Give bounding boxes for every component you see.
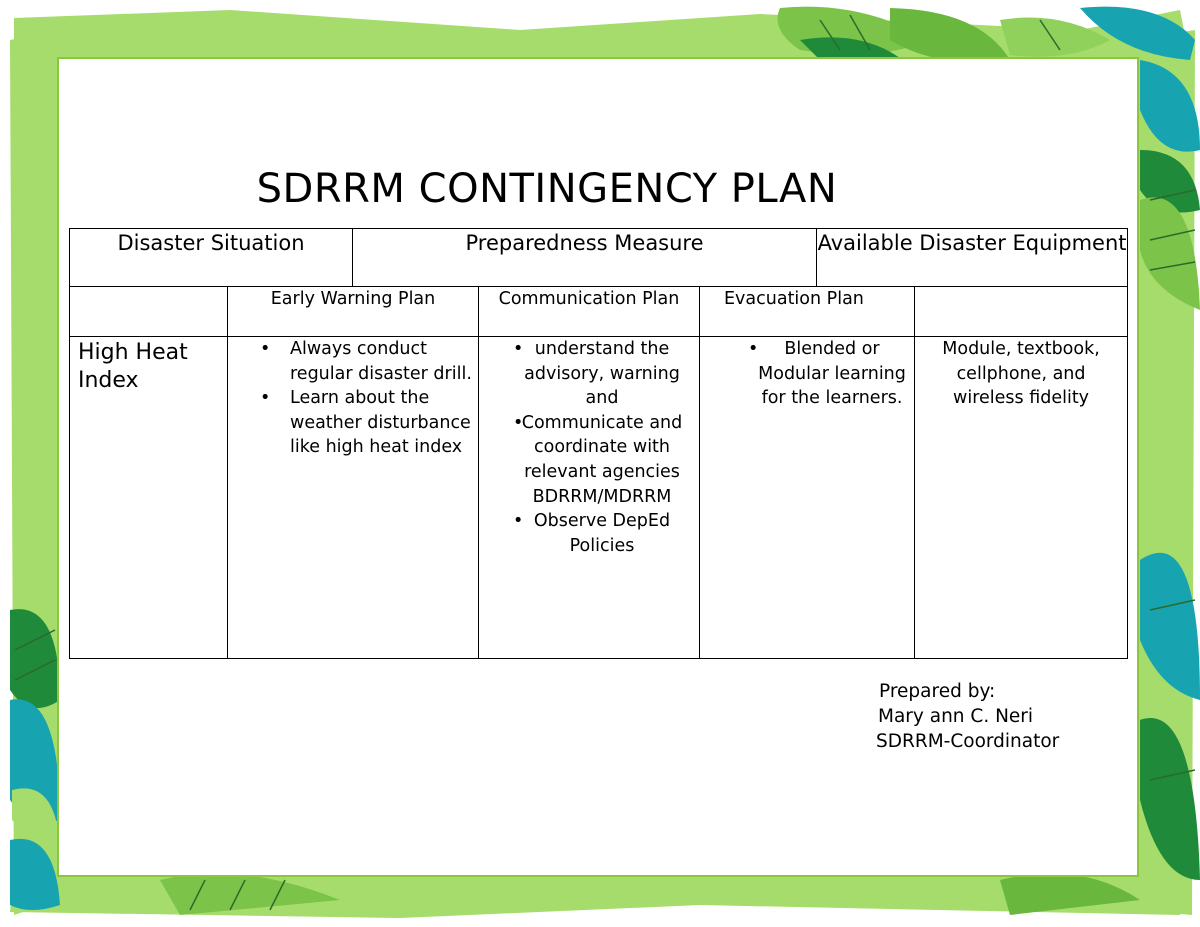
cell-communication — [479, 337, 700, 659]
early-warning-list — [228, 337, 478, 460]
list-item: • Learn about the weather disturbance like high heat index — [228, 386, 478, 460]
cell-early-warning — [228, 337, 479, 659]
preparer-role: SDRRM-Coordinator — [876, 731, 1060, 752]
header-available-equipment: Available Disaster Equipment — [817, 229, 1128, 287]
subheader-empty-situation — [70, 287, 228, 337]
preparer-name: Mary ann C. Neri — [878, 706, 1034, 727]
list-item: • Communicate and coordinate with relevant agencies BDRRM/MDRRM — [479, 411, 699, 509]
cell-evacuation — [700, 337, 915, 659]
table-row — [70, 337, 1128, 659]
page-title: SDRRM CONTINGENCY PLAN — [256, 166, 838, 212]
cell-equipment: Module, textbook, cellphone, and wireless fidelity — [915, 337, 1128, 659]
subheader-communication-plan: Communication Plan — [479, 287, 700, 337]
list-item: • Blended or Modular learning for the learners. — [700, 337, 914, 411]
subheader-early-warning-plan: Early Warning Plan — [228, 287, 479, 337]
contingency-plan-table — [69, 228, 1128, 659]
table-header-row — [70, 229, 1128, 287]
list-item: • Always conduct regular disaster drill. — [228, 337, 478, 386]
header-preparedness-measure: Preparedness Measure — [353, 229, 817, 287]
header-disaster-situation: Disaster Situation — [70, 229, 353, 287]
list-item: • Observe DepEd Policies — [479, 509, 699, 558]
signature-block — [876, 679, 1059, 754]
list-item: • understand the advisory, warning and — [479, 337, 699, 411]
evacuation-list — [700, 337, 914, 411]
cell-disaster-situation: High Heat Index — [70, 337, 228, 659]
communication-list — [479, 337, 699, 558]
subheader-evacuation-plan: Evacuation Plan — [700, 287, 915, 337]
subheader-empty-equipment — [915, 287, 1128, 337]
table-subheader-row — [70, 287, 1128, 337]
prepared-by-label: Prepared by: — [879, 681, 996, 702]
